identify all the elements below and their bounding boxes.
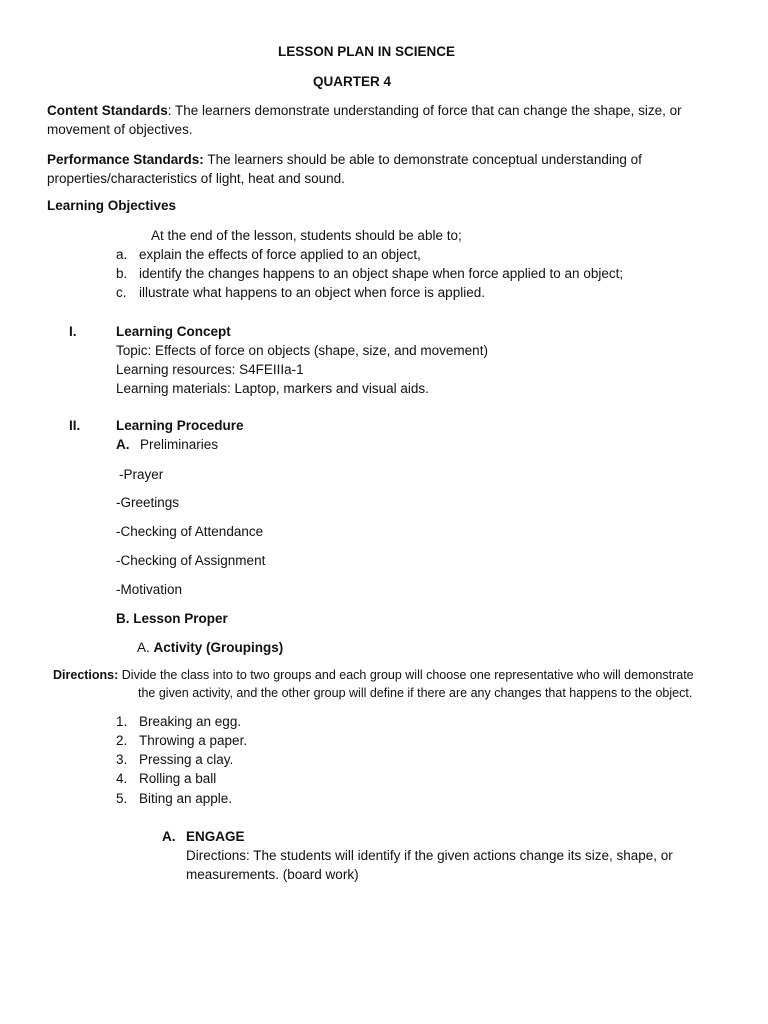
- activity-item: Breaking an egg.: [139, 714, 242, 729]
- section-2-numeral: II.: [69, 418, 81, 433]
- activity-marker: 5.: [116, 791, 128, 806]
- objective-item: explain the effects of force applied to an object,: [139, 247, 421, 262]
- directions-text-1: Divide the class into to two groups and each group will choose one representative who will demonstrate: [118, 668, 694, 682]
- activity-heading: [137, 640, 283, 655]
- preliminary-item: -Motivation: [116, 582, 183, 597]
- engage-directions-1: Directions: The students will identify if the given actions change its size, shape, or: [186, 848, 673, 863]
- performance-standards-label: Performance Standards:: [47, 152, 204, 167]
- activity-item: Rolling a ball: [139, 771, 217, 786]
- content-standards-label: Content Standards: [47, 103, 168, 118]
- engage-directions-2: measurements. (board work): [186, 867, 359, 882]
- quarter-heading: QUARTER 4: [313, 74, 392, 89]
- learning-objectives-intro: At the end of the lesson, students should be able to;: [151, 228, 462, 243]
- objective-marker: a.: [116, 247, 128, 262]
- directions-line-1: [53, 668, 694, 682]
- engage-heading: ENGAGE: [186, 829, 245, 844]
- learning-objectives-heading: Learning Objectives: [47, 198, 177, 213]
- activity-item: Biting an apple.: [139, 791, 233, 806]
- engage-marker: A.: [162, 829, 176, 844]
- section-1-line: Learning resources: S4FEIIIa-1: [116, 362, 304, 377]
- activity-marker: 2.: [116, 733, 128, 748]
- objective-marker: c.: [116, 285, 127, 300]
- objective-marker: b.: [116, 266, 128, 281]
- preliminaries-marker: A.: [116, 437, 130, 452]
- activity-item: Pressing a clay.: [139, 752, 234, 767]
- activity-label: Activity (Groupings): [153, 640, 284, 655]
- directions-label: Directions:: [53, 668, 119, 682]
- preliminary-item: -Prayer: [119, 467, 164, 482]
- activity-marker: 4.: [116, 771, 128, 786]
- section-1-line: Learning materials: Laptop, markers and visual aids.: [116, 381, 429, 396]
- preliminary-item: -Checking of Attendance: [116, 524, 264, 539]
- lesson-proper-heading: B. Lesson Proper: [116, 611, 228, 626]
- preliminary-item: -Checking of Assignment: [116, 553, 266, 568]
- section-1-heading: Learning Concept: [116, 324, 231, 339]
- performance-standards: [47, 150, 737, 188]
- activity-item: Throwing a paper.: [139, 733, 248, 748]
- objective-item: identify the changes happens to an object shape when force applied to an object;: [139, 266, 624, 281]
- content-standards: [47, 101, 737, 139]
- activity-marker: 1.: [116, 714, 128, 729]
- activity-prefix: A.: [137, 640, 154, 655]
- section-2-heading: Learning Procedure: [116, 418, 244, 433]
- preliminary-item: -Greetings: [116, 495, 180, 510]
- section-1-line: Topic: Effects of force on objects (shape, size, and movement): [116, 343, 488, 358]
- document-title: LESSON PLAN IN SCIENCE: [278, 44, 456, 59]
- activity-marker: 3.: [116, 752, 128, 767]
- section-1-numeral: I.: [69, 324, 77, 339]
- content-standards-text: : The learners demonstrate understanding of force that can change the shape, size, or movement of objectives.: [47, 103, 682, 137]
- preliminaries-label: Preliminaries: [140, 437, 219, 452]
- objective-item: illustrate what happens to an object when force is applied.: [139, 285, 485, 300]
- performance-standards-text: The learners should be able to demonstrate conceptual understanding of properties/characteristics of light, heat and sound.: [47, 152, 642, 186]
- directions-text-2: the given activity, and the other group will define if there are any changes that happens to the object.: [138, 686, 693, 700]
